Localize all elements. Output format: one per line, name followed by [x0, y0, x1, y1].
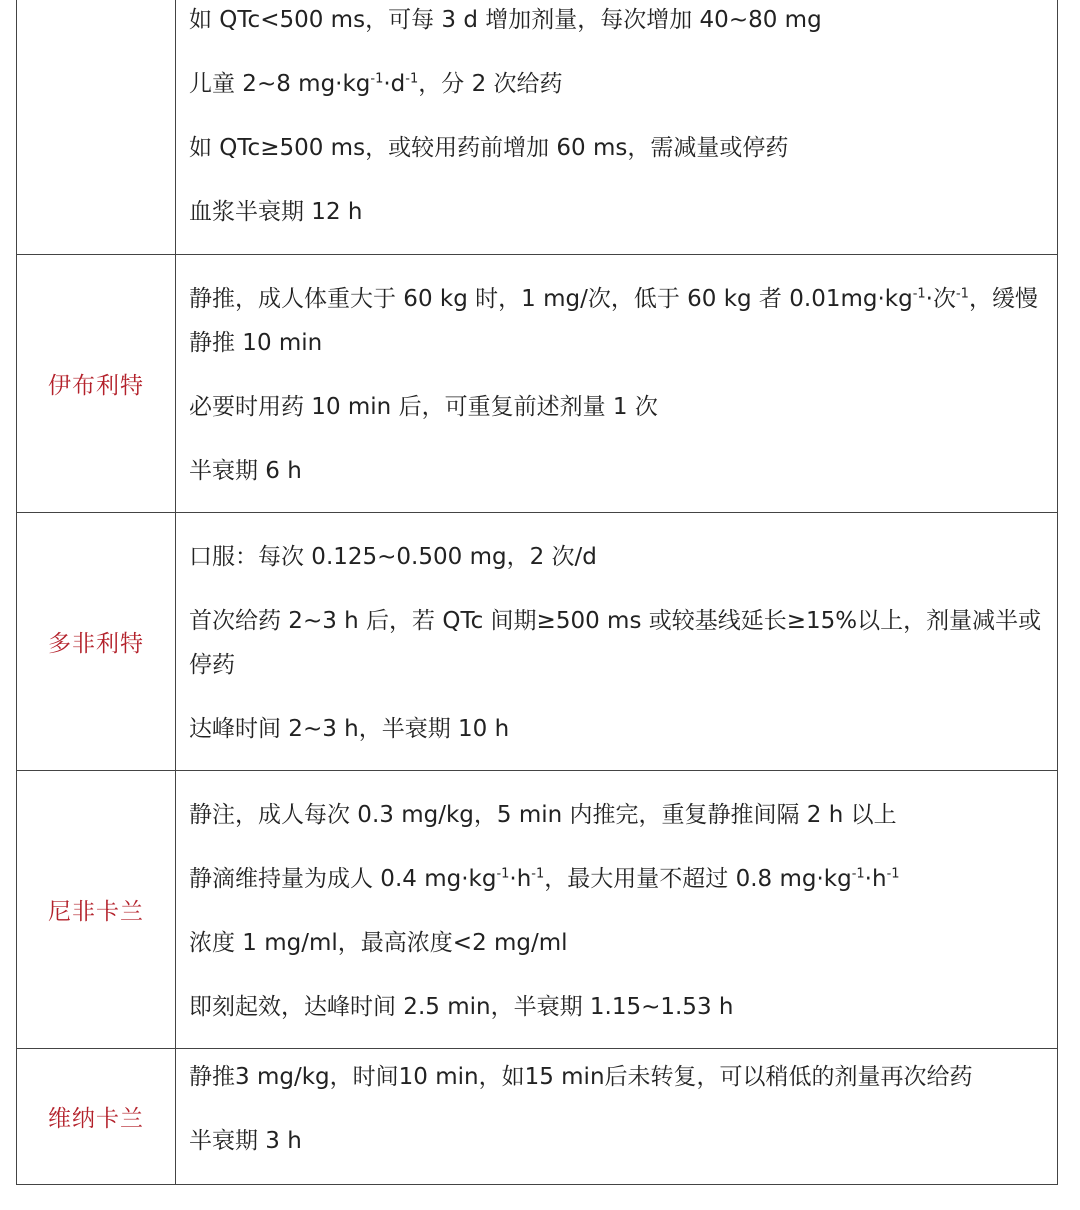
dosage-line: 首次给药 2~3 h 后，若 QTc 间期≥500 ms 或较基线延长≥15%以上，剂量减半或停药 — [189, 607, 1042, 678]
dosage-line: 如 QTc<500 ms，可每 3 d 增加剂量，每次增加 40~80 mg — [189, 7, 822, 33]
dosage-line: 如 QTc≥500 ms，或较用药前增加 60 ms，需减量或停药 — [189, 135, 789, 161]
dosage-line: 即刻起效，达峰时间 2.5 min，半衰期 1.15~1.53 h — [189, 993, 734, 1020]
table-row — [17, 254, 1058, 512]
dosage-line: 半衰期 3 h — [189, 1127, 302, 1154]
dosage-line: 静推3 mg/kg，时间10 min，如15 min后未转复，可以稍低的剂量再次给药 — [189, 1063, 973, 1090]
superscript-exponent: -1 — [851, 865, 865, 881]
dosage-line: 达峰时间 2~3 h，半衰期 10 h — [189, 715, 510, 742]
superscript-exponent: -1 — [405, 71, 419, 87]
dosage-line: 静注，成人每次 0.3 mg/kg，5 min 内推完，重复静推间隔 2 h 以上 — [189, 801, 897, 828]
dosage-paragraphs — [189, 771, 1057, 1029]
drug-name-cell: 多非利特 — [17, 512, 176, 770]
drug-name-cell: 伊布利特 — [17, 254, 176, 512]
table-row — [17, 770, 1058, 1048]
dosage-paragraphs — [189, 0, 1057, 234]
drug-name-cell: 维纳卡兰 — [17, 1048, 176, 1184]
superscript-exponent: -1 — [955, 285, 969, 301]
dosage-line: 儿童 2~8 $mg\cdot kg^{-1}\cdot d^{-1}$，分 2 次给药 — [189, 71, 563, 97]
drug-name-cell: 尼非卡兰 — [17, 770, 176, 1048]
superscript-exponent: -1 — [886, 865, 900, 881]
drug-dosage-table — [16, 0, 1058, 1185]
table-row — [17, 0, 1058, 254]
dosage-line: 半衰期 6 h — [189, 457, 302, 484]
dosage-line: 浓度 1 mg/ml，最高浓度<2 mg/ml — [189, 929, 568, 956]
dosage-line: 静推，成人体重大于 60 kg 时，1 mg/次，低于 60 kg 者 $0.01mg\cdot kg^{-1}\cdot$次$^{-1}$，缓慢静推 10 min — [189, 285, 1038, 356]
table-row — [17, 512, 1058, 770]
dosage-line: 静滴维持量为成人 0.4 $mg\cdot kg^{-1}\cdot h^{-1}$，最大用量不超过 0.8 $mg\cdot kg^{-1}\cdot h^{-1}$ — [189, 865, 900, 892]
dosage-cell — [176, 512, 1058, 770]
superscript-exponent: -1 — [496, 865, 510, 881]
dosage-paragraphs — [189, 513, 1057, 751]
dosage-cell — [176, 770, 1058, 1048]
dosage-paragraphs — [189, 1049, 1057, 1163]
table-row — [17, 1048, 1058, 1184]
superscript-exponent: -1 — [531, 865, 545, 881]
superscript-exponent: -1 — [912, 285, 926, 301]
dosage-cell — [176, 254, 1058, 512]
dosage-line: 必要时用药 10 min 后，可重复前述剂量 1 次 — [189, 393, 658, 420]
dosage-line: 口服：每次 0.125~0.500 mg，2 次/d — [189, 543, 597, 570]
dosage-cell — [176, 1048, 1058, 1184]
superscript-exponent: -1 — [370, 71, 384, 87]
dosage-paragraphs — [189, 255, 1057, 493]
dosage-cell — [176, 0, 1058, 254]
drug-name-cell — [17, 0, 176, 254]
table-body — [17, 0, 1058, 1184]
dosage-line: 血浆半衰期 12 h — [189, 199, 363, 225]
